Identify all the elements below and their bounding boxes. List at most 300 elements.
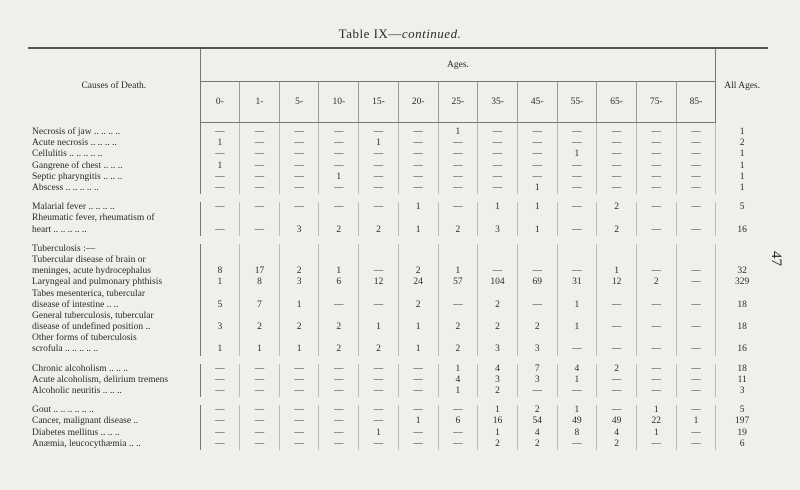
- age-value-cell: 2: [597, 439, 637, 450]
- age-value-cell: —: [517, 266, 557, 277]
- age-value-cell: —: [398, 364, 438, 375]
- age-value-cell: —: [557, 183, 597, 194]
- age-value-cell: 1: [398, 225, 438, 236]
- age-value-cell: 1: [319, 172, 359, 183]
- age-value-cell: —: [200, 375, 240, 386]
- age-value-cell: —: [319, 161, 359, 172]
- age-value-cell: 1: [557, 375, 597, 386]
- age-group-header: 5-: [279, 82, 319, 123]
- all-ages-total-cell: 18: [716, 300, 768, 311]
- age-value-cell: 24: [398, 277, 438, 288]
- age-value-cell: —: [636, 225, 676, 236]
- age-value-cell: —: [398, 428, 438, 439]
- age-value-cell: —: [319, 416, 359, 427]
- age-value-cell: —: [676, 405, 716, 416]
- age-value-cell: —: [240, 172, 280, 183]
- table-row: [28, 266, 768, 277]
- age-value-cell: —: [200, 428, 240, 439]
- age-group-header: 35-: [478, 82, 518, 123]
- age-value-cell: 8: [240, 277, 280, 288]
- all-ages-total-cell: 1: [716, 123, 768, 139]
- age-value-cell: —: [557, 344, 597, 355]
- age-value-cell: [438, 333, 478, 344]
- age-value-cell: 22: [636, 416, 676, 427]
- age-value-cell: 8: [200, 266, 240, 277]
- age-value-cell: [200, 244, 240, 255]
- age-value-cell: —: [597, 375, 637, 386]
- age-value-cell: —: [438, 161, 478, 172]
- age-value-cell: 3: [517, 344, 557, 355]
- age-value-cell: —: [478, 183, 518, 194]
- table-row: [28, 255, 768, 266]
- age-group-header: 15-: [359, 82, 399, 123]
- age-value-cell: —: [438, 138, 478, 149]
- age-value-cell: —: [359, 161, 399, 172]
- table-row: [28, 375, 768, 386]
- age-value-cell: —: [279, 123, 319, 139]
- age-value-cell: 2: [319, 322, 359, 333]
- cause-label: heart .. .. .. .. ..: [28, 225, 200, 236]
- age-value-cell: —: [517, 386, 557, 397]
- table-row: [28, 277, 768, 288]
- cause-label: Chronic alcoholism .. .. ..: [28, 364, 200, 375]
- table-row: [28, 405, 768, 416]
- all-ages-total-cell: 1: [716, 183, 768, 194]
- age-value-cell: [319, 333, 359, 344]
- age-value-cell: —: [200, 416, 240, 427]
- age-value-cell: [636, 255, 676, 266]
- table-row: [28, 213, 768, 224]
- all-ages-total-cell: [716, 288, 768, 299]
- age-value-cell: 6: [319, 277, 359, 288]
- age-value-cell: [398, 311, 438, 322]
- age-value-cell: [200, 333, 240, 344]
- age-value-cell: [478, 311, 518, 322]
- cause-label: Rheumatic fever, rheumatism of: [28, 213, 200, 224]
- age-value-cell: —: [240, 439, 280, 450]
- age-value-cell: 57: [438, 277, 478, 288]
- all-ages-total-cell: 16: [716, 225, 768, 236]
- age-value-cell: —: [438, 183, 478, 194]
- age-value-cell: —: [319, 364, 359, 375]
- age-value-cell: —: [279, 183, 319, 194]
- age-value-cell: —: [557, 161, 597, 172]
- cause-label: Alcoholic neuritis .. .. ..: [28, 386, 200, 397]
- age-value-cell: 1: [240, 344, 280, 355]
- age-value-cell: —: [279, 138, 319, 149]
- age-group-header: 65-: [597, 82, 637, 123]
- age-value-cell: —: [398, 386, 438, 397]
- age-value-cell: —: [359, 405, 399, 416]
- age-value-cell: —: [676, 344, 716, 355]
- age-value-cell: [319, 311, 359, 322]
- age-value-cell: [200, 288, 240, 299]
- table-row: [28, 161, 768, 172]
- table-row: [28, 322, 768, 333]
- age-value-cell: [438, 213, 478, 224]
- table-row: [28, 364, 768, 375]
- age-value-cell: —: [240, 149, 280, 160]
- age-value-cell: 3: [279, 277, 319, 288]
- table-row: [28, 244, 768, 255]
- age-value-cell: —: [676, 266, 716, 277]
- age-value-cell: —: [398, 149, 438, 160]
- age-value-cell: 1: [398, 322, 438, 333]
- age-value-cell: —: [240, 364, 280, 375]
- age-value-cell: —: [359, 123, 399, 139]
- row-spacer: [28, 356, 768, 364]
- age-value-cell: —: [359, 172, 399, 183]
- age-value-cell: —: [200, 172, 240, 183]
- table-row: [28, 311, 768, 322]
- age-value-cell: [517, 244, 557, 255]
- all-ages-total-cell: 18: [716, 322, 768, 333]
- age-value-cell: —: [279, 405, 319, 416]
- age-value-cell: —: [398, 375, 438, 386]
- age-value-cell: —: [636, 123, 676, 139]
- all-ages-total-cell: 5: [716, 202, 768, 213]
- cause-label: scrofula .. .. .. .. ..: [28, 344, 200, 355]
- age-value-cell: [517, 213, 557, 224]
- age-value-cell: [319, 244, 359, 255]
- all-ages-header: All Ages.: [716, 48, 768, 123]
- age-value-cell: [517, 333, 557, 344]
- age-value-cell: —: [636, 439, 676, 450]
- age-value-cell: —: [398, 172, 438, 183]
- age-value-cell: —: [676, 428, 716, 439]
- all-ages-total-cell: [716, 213, 768, 224]
- age-value-cell: 16: [478, 416, 518, 427]
- age-value-cell: 3: [200, 322, 240, 333]
- age-value-cell: —: [200, 405, 240, 416]
- age-value-cell: 1: [438, 364, 478, 375]
- age-value-cell: —: [359, 364, 399, 375]
- age-value-cell: 1: [676, 416, 716, 427]
- age-value-cell: 6: [438, 416, 478, 427]
- age-value-cell: 2: [478, 386, 518, 397]
- cause-label: Tuberculosis :—: [28, 244, 200, 255]
- age-value-cell: [597, 213, 637, 224]
- age-value-cell: —: [279, 416, 319, 427]
- age-value-cell: —: [240, 416, 280, 427]
- cause-label: disease of undefined position ..: [28, 322, 200, 333]
- age-value-cell: [200, 311, 240, 322]
- age-value-cell: 17: [240, 266, 280, 277]
- age-value-cell: 2: [398, 266, 438, 277]
- all-ages-total-cell: 11: [716, 375, 768, 386]
- age-value-cell: 12: [597, 277, 637, 288]
- table-row: [28, 202, 768, 213]
- age-value-cell: —: [478, 172, 518, 183]
- age-value-cell: 7: [240, 300, 280, 311]
- table-row: [28, 300, 768, 311]
- age-value-cell: —: [597, 138, 637, 149]
- age-value-cell: 1: [359, 428, 399, 439]
- age-value-cell: —: [438, 439, 478, 450]
- age-value-cell: [398, 244, 438, 255]
- age-value-cell: —: [557, 439, 597, 450]
- age-value-cell: —: [240, 375, 280, 386]
- table-row: [28, 344, 768, 355]
- cause-label: Acute alcoholism, delirium tremens: [28, 375, 200, 386]
- age-value-cell: [597, 333, 637, 344]
- age-value-cell: [359, 311, 399, 322]
- age-value-cell: 1: [319, 266, 359, 277]
- age-value-cell: —: [636, 138, 676, 149]
- age-value-cell: —: [279, 386, 319, 397]
- age-value-cell: 1: [279, 344, 319, 355]
- cause-label: Anæmia, leucocythæmia .. ..: [28, 439, 200, 450]
- age-value-cell: —: [359, 266, 399, 277]
- age-value-cell: [597, 311, 637, 322]
- cause-label: Laryngeal and pulmonary phthisis: [28, 277, 200, 288]
- age-group-header: 0-: [200, 82, 240, 123]
- age-value-cell: —: [557, 138, 597, 149]
- age-value-cell: 1: [279, 300, 319, 311]
- age-value-cell: —: [597, 322, 637, 333]
- age-value-cell: —: [636, 375, 676, 386]
- cause-label: Other forms of tuberculosis: [28, 333, 200, 344]
- age-value-cell: —: [240, 138, 280, 149]
- cause-label: Gangrene of chest .. .. ..: [28, 161, 200, 172]
- age-value-cell: —: [676, 322, 716, 333]
- age-group-header: 75-: [636, 82, 676, 123]
- row-spacer: [28, 236, 768, 244]
- age-value-cell: 1: [200, 161, 240, 172]
- age-value-cell: —: [438, 405, 478, 416]
- age-value-cell: 4: [597, 428, 637, 439]
- age-value-cell: [636, 244, 676, 255]
- age-value-cell: [319, 255, 359, 266]
- age-value-cell: —: [240, 183, 280, 194]
- age-value-cell: —: [597, 300, 637, 311]
- age-value-cell: 2: [279, 266, 319, 277]
- age-value-cell: 1: [398, 416, 438, 427]
- age-value-cell: [359, 255, 399, 266]
- age-value-cell: 1: [359, 322, 399, 333]
- age-value-cell: [557, 288, 597, 299]
- age-value-cell: [517, 288, 557, 299]
- age-value-cell: 2: [478, 322, 518, 333]
- age-value-cell: 104: [478, 277, 518, 288]
- age-value-cell: —: [438, 202, 478, 213]
- age-value-cell: —: [279, 439, 319, 450]
- age-value-cell: [676, 255, 716, 266]
- age-value-cell: 1: [517, 225, 557, 236]
- age-value-cell: 2: [517, 405, 557, 416]
- age-value-cell: —: [636, 266, 676, 277]
- age-value-cell: [240, 288, 280, 299]
- age-value-cell: 5: [200, 300, 240, 311]
- age-value-cell: —: [319, 300, 359, 311]
- age-value-cell: —: [279, 149, 319, 160]
- age-value-cell: 2: [279, 322, 319, 333]
- age-value-cell: [478, 288, 518, 299]
- age-value-cell: [319, 213, 359, 224]
- age-value-cell: 2: [359, 225, 399, 236]
- cause-label: Malarial fever .. .. .. ..: [28, 202, 200, 213]
- age-value-cell: [676, 288, 716, 299]
- age-value-cell: [359, 333, 399, 344]
- age-value-cell: —: [398, 439, 438, 450]
- all-ages-total-cell: [716, 255, 768, 266]
- age-value-cell: 7: [517, 364, 557, 375]
- age-value-cell: —: [557, 225, 597, 236]
- age-value-cell: 1: [636, 428, 676, 439]
- table-row: [28, 183, 768, 194]
- age-value-cell: 2: [597, 202, 637, 213]
- age-value-cell: [676, 311, 716, 322]
- age-value-cell: —: [359, 183, 399, 194]
- age-value-cell: —: [676, 172, 716, 183]
- age-value-cell: [240, 213, 280, 224]
- table-row: [28, 439, 768, 450]
- age-value-cell: [517, 255, 557, 266]
- age-value-cell: —: [597, 344, 637, 355]
- age-value-cell: —: [398, 405, 438, 416]
- table-title-continued: continued.: [401, 26, 462, 41]
- age-value-cell: —: [676, 149, 716, 160]
- age-value-cell: —: [478, 149, 518, 160]
- age-value-cell: 2: [359, 344, 399, 355]
- age-value-cell: —: [438, 172, 478, 183]
- age-value-cell: 4: [557, 364, 597, 375]
- age-value-cell: —: [200, 225, 240, 236]
- age-group-header: 55-: [557, 82, 597, 123]
- table-title: [0, 26, 800, 42]
- age-value-cell: 2: [517, 322, 557, 333]
- age-value-cell: [636, 288, 676, 299]
- age-value-cell: —: [478, 161, 518, 172]
- age-value-cell: —: [359, 386, 399, 397]
- age-value-cell: [478, 244, 518, 255]
- age-value-cell: —: [478, 266, 518, 277]
- age-value-cell: [279, 288, 319, 299]
- age-value-cell: —: [319, 375, 359, 386]
- age-value-cell: 2: [597, 364, 637, 375]
- age-value-cell: [398, 288, 438, 299]
- age-value-cell: 2: [398, 300, 438, 311]
- age-value-cell: [279, 333, 319, 344]
- age-value-cell: —: [240, 123, 280, 139]
- age-value-cell: [557, 311, 597, 322]
- all-ages-total-cell: [716, 311, 768, 322]
- age-value-cell: —: [200, 202, 240, 213]
- all-ages-total-cell: 2: [716, 138, 768, 149]
- age-value-cell: —: [478, 123, 518, 139]
- all-ages-total-cell: 197: [716, 416, 768, 427]
- age-value-cell: 3: [279, 225, 319, 236]
- age-value-cell: —: [676, 364, 716, 375]
- table-row: [28, 138, 768, 149]
- age-value-cell: —: [557, 123, 597, 139]
- age-value-cell: —: [597, 149, 637, 160]
- age-value-cell: 2: [438, 322, 478, 333]
- age-value-cell: —: [398, 183, 438, 194]
- age-value-cell: —: [319, 138, 359, 149]
- age-value-cell: 2: [438, 344, 478, 355]
- age-value-cell: 4: [438, 375, 478, 386]
- cause-label: Diabetes mellitus .. .. ..: [28, 428, 200, 439]
- age-group-header: 20-: [398, 82, 438, 123]
- age-value-cell: —: [359, 202, 399, 213]
- age-value-cell: —: [200, 183, 240, 194]
- age-value-cell: 12: [359, 277, 399, 288]
- age-value-cell: —: [319, 149, 359, 160]
- cause-label: Tabes mesenterica, tubercular: [28, 288, 200, 299]
- age-value-cell: —: [676, 300, 716, 311]
- age-value-cell: 69: [517, 277, 557, 288]
- table-row: [28, 123, 768, 139]
- age-value-cell: 2: [636, 277, 676, 288]
- age-value-cell: [398, 213, 438, 224]
- age-value-cell: —: [676, 439, 716, 450]
- table-row: [28, 172, 768, 183]
- age-value-cell: [557, 244, 597, 255]
- age-value-cell: —: [636, 386, 676, 397]
- age-value-cell: —: [319, 183, 359, 194]
- all-ages-total-cell: 5: [716, 405, 768, 416]
- age-value-cell: —: [279, 161, 319, 172]
- age-value-cell: —: [398, 138, 438, 149]
- age-value-cell: [597, 255, 637, 266]
- age-value-cell: 1: [597, 266, 637, 277]
- all-ages-total-cell: 3: [716, 386, 768, 397]
- cause-label: Abscess .. .. .. .. ..: [28, 183, 200, 194]
- age-value-cell: [200, 213, 240, 224]
- age-value-cell: —: [240, 225, 280, 236]
- age-value-cell: —: [359, 149, 399, 160]
- age-value-cell: [359, 244, 399, 255]
- age-value-cell: [398, 333, 438, 344]
- age-value-cell: —: [636, 202, 676, 213]
- age-value-cell: —: [319, 405, 359, 416]
- age-value-cell: —: [517, 123, 557, 139]
- table-row: [28, 149, 768, 160]
- age-value-cell: [557, 333, 597, 344]
- age-value-cell: 1: [517, 202, 557, 213]
- cause-label: Acute necrosis .. .. .. ..: [28, 138, 200, 149]
- cause-label: Cancer, malignant disease ..: [28, 416, 200, 427]
- age-value-cell: —: [359, 375, 399, 386]
- age-value-cell: —: [279, 375, 319, 386]
- age-value-cell: [279, 311, 319, 322]
- age-value-cell: 3: [517, 375, 557, 386]
- age-value-cell: 1: [557, 300, 597, 311]
- age-value-cell: [597, 244, 637, 255]
- age-value-cell: [676, 333, 716, 344]
- age-value-cell: [597, 288, 637, 299]
- all-ages-total-cell: 18: [716, 364, 768, 375]
- age-value-cell: —: [200, 149, 240, 160]
- age-value-cell: [240, 333, 280, 344]
- age-value-cell: —: [398, 161, 438, 172]
- age-value-cell: [438, 255, 478, 266]
- age-value-cell: [438, 244, 478, 255]
- cause-label: Tubercular disease of brain or: [28, 255, 200, 266]
- age-group-header: 25-: [438, 82, 478, 123]
- all-ages-total-cell: 19: [716, 428, 768, 439]
- age-value-cell: —: [636, 161, 676, 172]
- age-value-cell: —: [597, 405, 637, 416]
- age-value-cell: —: [517, 149, 557, 160]
- age-value-cell: —: [279, 364, 319, 375]
- age-value-cell: 1: [557, 405, 597, 416]
- age-value-cell: 1: [438, 123, 478, 139]
- all-ages-total-cell: 1: [716, 172, 768, 183]
- all-ages-total-cell: 329: [716, 277, 768, 288]
- age-group-header: 85-: [676, 82, 716, 123]
